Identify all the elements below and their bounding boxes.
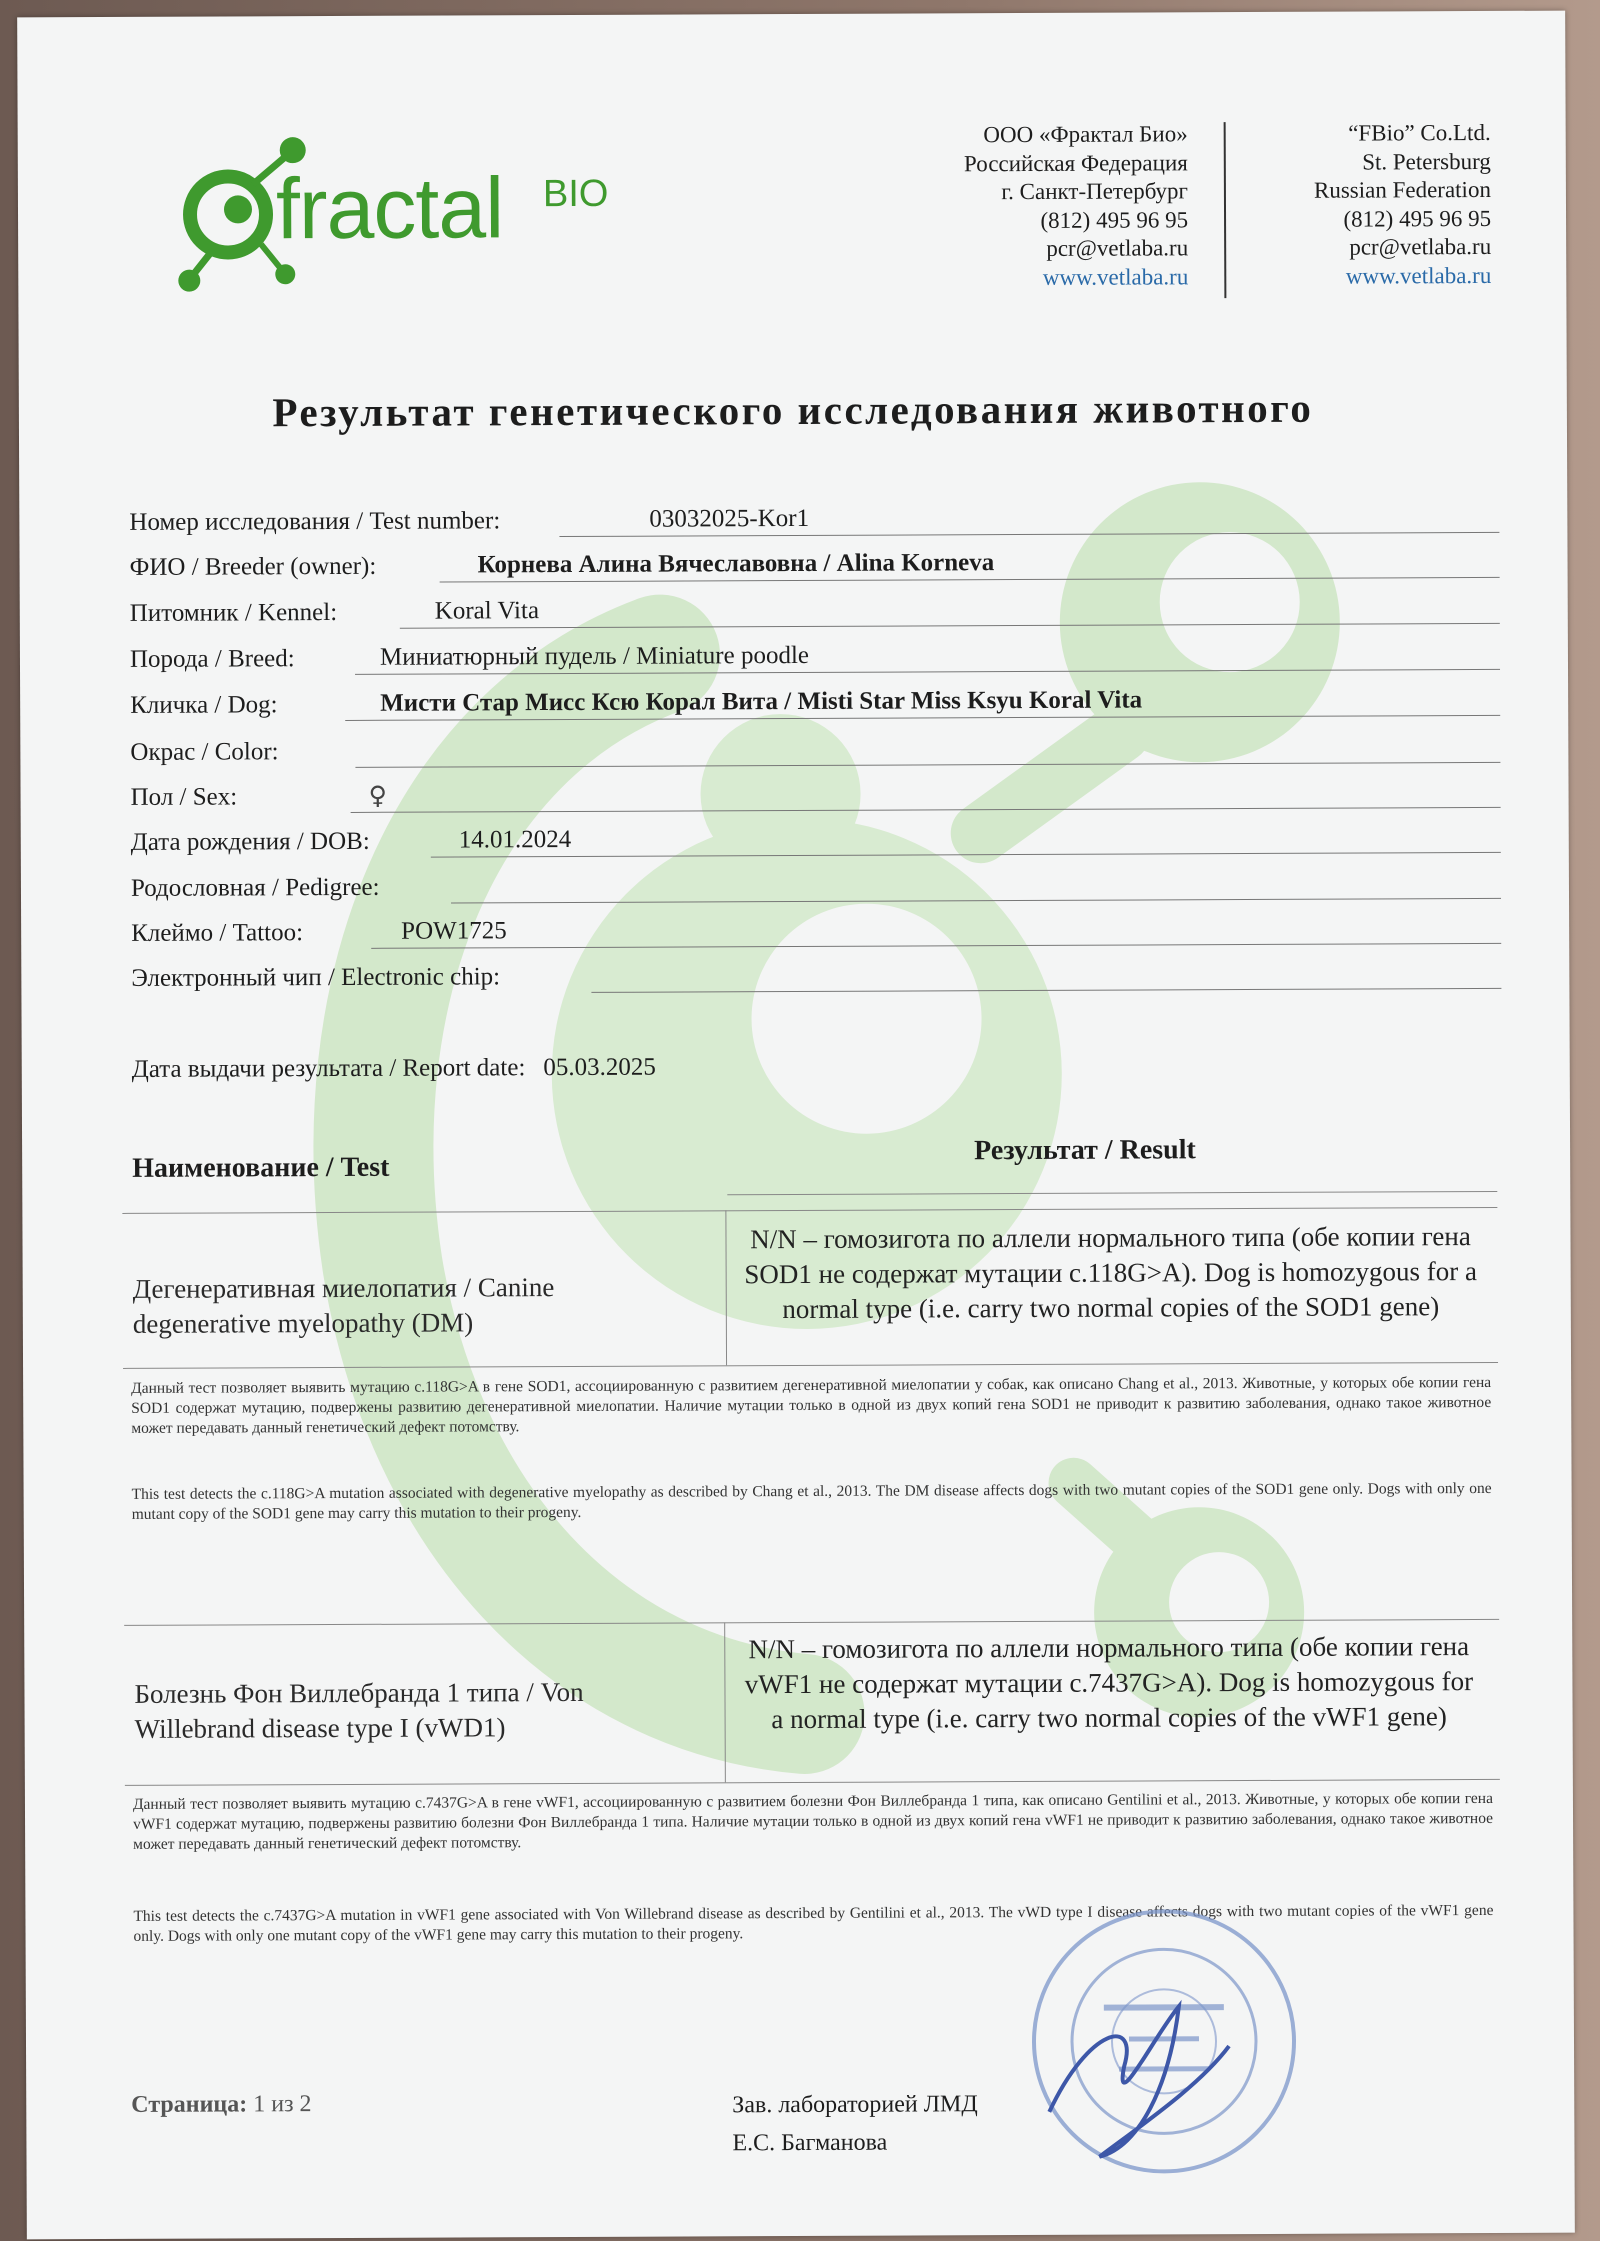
field-label: Окрас / Color: xyxy=(130,738,279,766)
test-note-dm-en: This test detects the c.118G>A mutation associated with degenerative myelopathy as described by Chang et al., 2013. The DM disease affects dogs with two mutant copies of the SOD1 gene only. Dogs with only one mutant copy of the SOD1 gene may carry this mutation to their progeny. xyxy=(131,1479,1492,1523)
page-number xyxy=(131,2091,311,2119)
test-note-vwd1-ru: Данный тест позволяет выявить мутацию c.7437G>A в гене vWF1, ассоциированную с развитием болезни Фон Виллебранда 1 типа, как описано Gentilini et al., 2013. Животные, у которых обе копии гена vWF1 содержат мутацию, подвержены развитию болезни Фон Виллебранда 1 типа. Наличие мутации только в одной из двух копий гена vWF1 не приводит к развитию заболевания, однако такое животное может передавать данный генетический дефект потомству. xyxy=(132,1789,1494,1853)
test-name-vwd1: Болезнь Фон Виллебранда 1 типа / Von Willebrand disease type I (vWD1) xyxy=(134,1676,584,1744)
field-value: Миниатюрный пудель / Miniature poodle xyxy=(379,641,810,671)
report-date-value: 05.03.2025 xyxy=(543,1053,656,1082)
address-en-phone: (812) 495 96 95 xyxy=(1343,205,1492,232)
field-label: Порода / Breed: xyxy=(129,645,295,673)
field-color xyxy=(130,731,1500,771)
lab-stamp xyxy=(1018,1896,1309,2187)
field-label: Питомник / Kennel: xyxy=(129,598,338,627)
field-pedigree xyxy=(131,867,1501,907)
document-sheet xyxy=(17,11,1575,2240)
field-label: Кличка / Dog: xyxy=(130,691,278,719)
address-en-line: Russian Federation xyxy=(1313,176,1491,203)
test-note-vwd1-en: This test detects the c.7437G>A mutation in vWF1 gene associated with Von Willebrand disease as described by Gentilini et al., 2013. The vWD type I disease affects dogs with two mutant copies of the vWF1 gene only. Dogs with only one mutant copy of the vWF1 gene may carry this mutation to their progeny. xyxy=(133,1901,1494,1945)
address-en-email: pcr@vetlaba.ru xyxy=(1349,233,1492,260)
address-ru xyxy=(838,120,1189,293)
address-en xyxy=(1263,119,1492,291)
address-en-line: “FBio” Co.Ltd. xyxy=(1348,119,1491,146)
signer-name: Е.С. Багманова xyxy=(732,2129,888,2157)
field-value: Корнева Алина Вячеславовна / Alina Korneva xyxy=(477,549,995,579)
document-title: Результат генетического исследования животного xyxy=(272,384,1314,436)
field-owner xyxy=(129,546,1499,586)
field-label: Дата рождения / DOB: xyxy=(130,827,370,856)
field-value: Koral Vita xyxy=(434,597,540,625)
column-header-test: Наименование / Test xyxy=(132,1151,390,1184)
field-label: Электронный чип / Electronic chip: xyxy=(131,963,501,992)
field-breed xyxy=(130,638,1500,678)
field-value: 14.01.2024 xyxy=(458,825,572,854)
field-chip xyxy=(131,957,1501,997)
page-number-label: Страница: xyxy=(131,2091,248,2118)
field-label: Клеймо / Tattoo: xyxy=(131,919,304,947)
logo-wordmark: fractal xyxy=(275,160,504,258)
field-value: Мисти Стар Мисс Ксю Корал Вита / Misti Star Miss Ksyu Koral Vita xyxy=(380,686,1143,717)
test-result-vwd1: N/N – гомозигота по аллели нормального типа (обе копии гена vWF1 не содержат мутации c.7437G>A). Dog is homozygous for a normal type (i.e. carry two normal copies of the vWF1 gene) xyxy=(744,1631,1474,1735)
signature xyxy=(1049,2006,1230,2157)
test-name-dm: Дегенеративная миелопатия / Canine degenerative myelopathy (DM) xyxy=(132,1272,555,1339)
address-ru-phone: (812) 495 96 95 xyxy=(1040,206,1189,233)
field-tattoo xyxy=(131,912,1501,952)
field-kennel xyxy=(130,592,1500,632)
address-ru-website: www.vetlaba.ru xyxy=(1042,263,1189,290)
field-label: Родословная / Pedigree: xyxy=(130,873,380,902)
address-ru-line: Российская Федерация xyxy=(963,149,1188,176)
field-test-number xyxy=(129,501,1499,541)
field-label: Пол / Sex: xyxy=(130,783,238,811)
report-date xyxy=(132,1054,656,1084)
female-icon: ♀ xyxy=(368,780,387,810)
address-ru-line: г. Санкт-Петербург xyxy=(1001,178,1188,205)
field-value: 03032025-Kor1 xyxy=(649,504,810,533)
field-label: Номер исследования / Test number: xyxy=(129,507,501,536)
page-number-value: 1 из 2 xyxy=(253,2091,312,2118)
address-en-website: www.vetlaba.ru xyxy=(1345,262,1492,289)
address-en-line: St. Petersburg xyxy=(1362,148,1491,175)
brand-logo xyxy=(173,133,624,305)
report-date-label: Дата выдачи результата / Report date: xyxy=(131,1054,526,1083)
address-ru-line: ООО «Фрактал Био» xyxy=(983,121,1188,148)
test-result-dm: N/N – гомозигота по аллели нормального типа (обе копии гена SOD1 не содержат мутации c.118G>A). Dog is homozygous for a normal type (i.e. carry two normal copies of the SOD1 gene) xyxy=(744,1221,1477,1325)
test-note-dm-ru: Данный тест позволяет выявить мутацию c.118G>A в гене SOD1, ассоциированную с развитием дегенеративной миелопатии у собак, как описано Chang et al., 2013. Животные, у которых обе копии гена SOD1 содержат мутацию, подвержены развитию дегенеративной миелопатии. Наличие мутации только в одной из двух копий гена SOD1 не приводит к развитию заболевания, однако такое животное может передавать данный генетический дефект потомству. xyxy=(131,1373,1492,1437)
field-value: POW1725 xyxy=(401,917,507,945)
field-dog xyxy=(130,684,1500,724)
field-label: ФИО / Breeder (owner): xyxy=(129,552,377,581)
signer-role: Зав. лабораторией ЛМД xyxy=(732,2091,978,2119)
logo-suffix: BIO xyxy=(542,172,609,216)
column-header-result: Результат / Result xyxy=(974,1134,1196,1167)
field-sex xyxy=(130,776,1500,816)
field-dob xyxy=(131,821,1501,861)
address-ru-email: pcr@vetlaba.ru xyxy=(1046,235,1189,261)
